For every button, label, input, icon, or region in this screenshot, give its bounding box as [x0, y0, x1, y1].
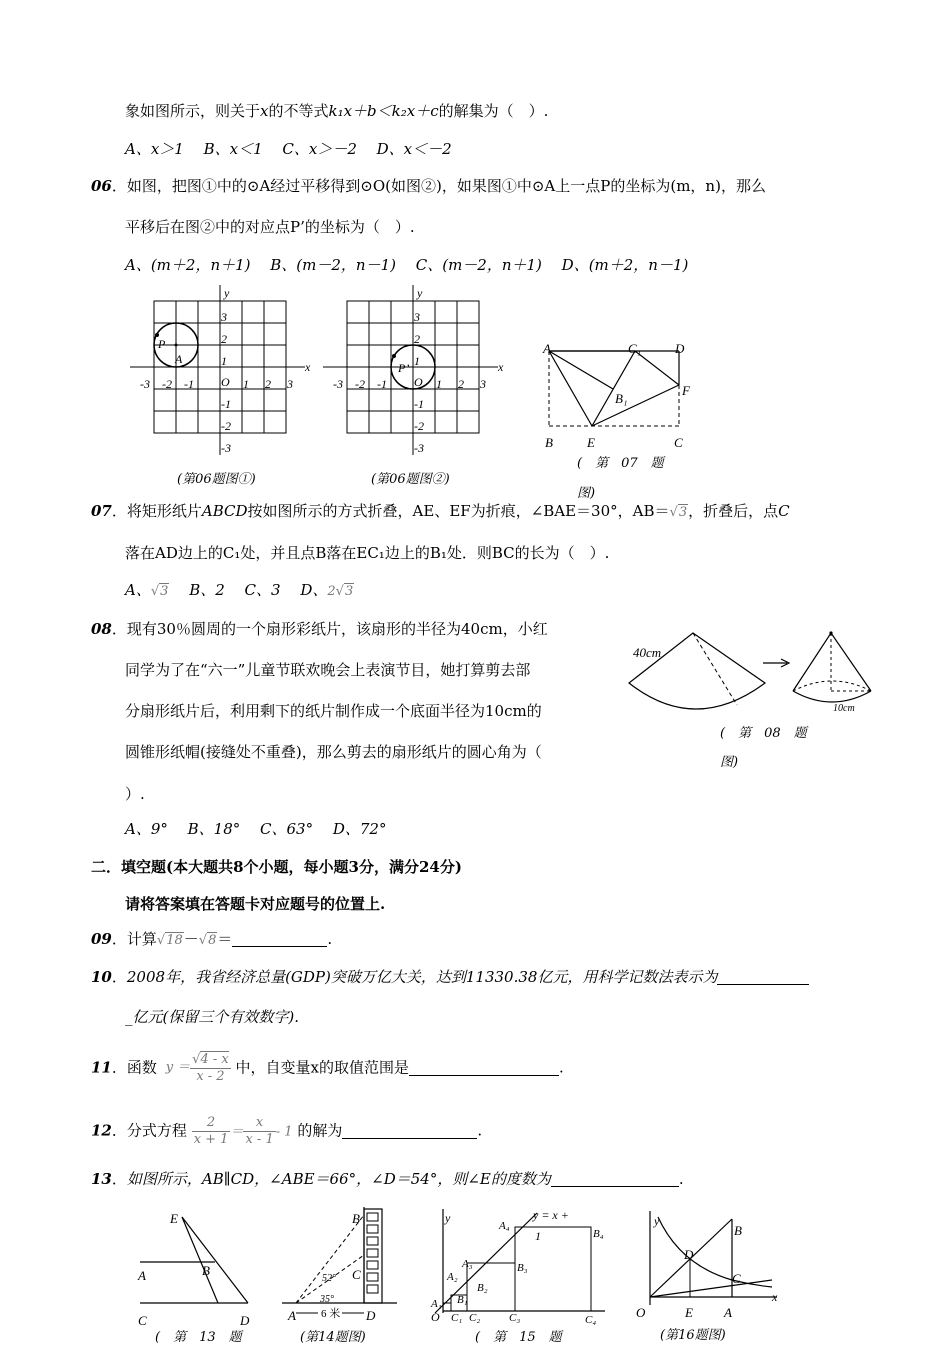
fig06-2-xtick: 2: [458, 377, 464, 391]
fig15-b4: B₄: [593, 1228, 604, 1240]
q05-text-post: 的解集为（ ）.: [438, 102, 549, 120]
fig06-1-xtick: 1: [243, 377, 249, 391]
fig06-2-xtick: 3: [480, 377, 486, 391]
q08-line5: ）.: [125, 785, 145, 803]
fig15-a2: A₂: [447, 1271, 458, 1283]
fig14-angle-52: 52°: [322, 1273, 336, 1284]
q09-number: 09: [91, 930, 112, 948]
fig06-1-xtick: -2: [162, 377, 172, 391]
fig15-equation: y = x +: [533, 1208, 569, 1222]
q12-frac2: $\frac{x}{x - 1}$: [245, 1115, 274, 1147]
q06-line2: 平移后在图②中的对应点P’的坐标为（ ）.: [125, 218, 415, 236]
fig06-2-xtick: 1: [436, 377, 442, 391]
fig13-label-e: E: [170, 1211, 178, 1226]
fig07-fold: [535, 335, 705, 455]
q07-abcd: ABCD: [201, 502, 248, 520]
fig08-sector-cone: [625, 625, 885, 720]
q08-number: 08: [91, 620, 112, 638]
q11-formula: y ＝ $\frac{√4 - x}{x - 2}$: [165, 1052, 229, 1084]
fig06-1-grid: [125, 280, 315, 460]
q08-options: A、9° B、18° C、63° D、72°: [125, 820, 387, 838]
q06-line1: 06．如图，把图①中的⊙A经过平移得到⊙O(如图②)，如果图①中⊙A上一点P的坐标为(m，n)，那么: [91, 177, 766, 195]
fig15-a4: A₄: [499, 1220, 510, 1232]
fig07-label-e: E: [587, 435, 595, 450]
q07-text-post: ，折叠后，点: [688, 502, 779, 520]
q05-inequality: k₁x＋b＜k₂x＋c: [328, 102, 439, 120]
q05-options: A、x＞1 B、x＜1 C、x＞－2 D、x＜－2: [125, 140, 452, 158]
fig16-label-b: B: [734, 1223, 742, 1238]
fig06-2-ytick: -2: [414, 419, 424, 433]
q11-number: 11: [91, 1058, 112, 1077]
q13: 13．如图所示，AB∥CD，∠ABE＝66°，∠D＝54°，则∠E的度数为 .: [91, 1170, 684, 1188]
fig15-a3: A₃: [462, 1258, 473, 1270]
fig06-2-ytick: 3: [414, 310, 420, 324]
q13-answer-blank[interactable]: [551, 1170, 679, 1187]
section2-title: 二．填空题: [91, 858, 167, 876]
fig13-caption: ( 第 13 题: [155, 1330, 242, 1345]
q08-text-1: 现有30％圆周的一个扇形彩纸片，该扇形的半径为40cm，小红: [126, 620, 548, 638]
q07-options: [125, 579, 354, 603]
fig06-1-caption: (第06题图①): [177, 472, 256, 487]
fig08-caption-2: 图): [720, 755, 739, 770]
fig06-1-p-label: P: [158, 337, 166, 351]
fig13-label-b: B: [202, 1263, 210, 1278]
section2-detail: (本大题共8个小题，每小题3分，满分24分): [166, 858, 462, 876]
fig13-label-a: A: [138, 1268, 146, 1283]
q09-answer-blank[interactable]: [232, 930, 327, 947]
fig16-caption: (第16题图): [660, 1328, 726, 1343]
fig16-x-label: x: [772, 1290, 778, 1304]
fig07-label-c: C: [674, 435, 683, 450]
fig07-caption-1: ( 第 07 题: [577, 456, 664, 471]
fig15-y-label: y: [445, 1211, 451, 1225]
q11-answer-blank[interactable]: [409, 1059, 559, 1076]
q07-opt-a: A、: [125, 581, 151, 599]
fig07-label-c1: C₁: [628, 341, 642, 356]
q12: 12．分式方程 $\frac{2}{x + 1}$ ＝ $\frac{x}{x - 1}$ - 1 的解为 .: [91, 1115, 483, 1147]
fig06-1-ytick: -3: [221, 441, 231, 455]
q12-frac1: $\frac{2}{x + 1}$: [193, 1115, 229, 1147]
fig06-1-y-label: y: [224, 286, 230, 300]
fig06-1-xtick: 2: [265, 377, 271, 391]
fig14-angle-35: 35°: [320, 1294, 334, 1305]
fig15-a1: A₁: [431, 1298, 442, 1310]
q05-text-mid: 的不等式: [268, 102, 329, 120]
fig06-2-y-label: y: [417, 286, 423, 300]
fig13-parallel-lines: [130, 1205, 260, 1330]
fig06-1-origin: O: [221, 375, 230, 389]
fig15-staircase: [425, 1205, 610, 1327]
q12-text: 分式方程: [126, 1121, 187, 1140]
q10-answer-blank[interactable]: [717, 968, 809, 985]
fig07-label-a: A: [543, 341, 551, 356]
fig07-label-d: D: [675, 341, 685, 356]
fig14-label-c: C: [352, 1267, 361, 1282]
q05-continuation: [125, 100, 548, 122]
fig14-label-a: A: [288, 1308, 296, 1323]
point-p-prime-dot: [392, 354, 396, 358]
q09: 09．计算√18－√8＝ .: [91, 930, 333, 948]
q10-line2: _亿元(保留三个有效数字).: [125, 1008, 299, 1026]
fig06-2-p-prime-label: P’: [398, 361, 410, 375]
fig08-caption-1: ( 第 08 题: [720, 726, 807, 741]
fig16-hyperbola: [632, 1205, 782, 1327]
fig15-b2: B₂: [477, 1282, 488, 1294]
q11-text: 函数: [126, 1058, 157, 1077]
fig16-label-c: C: [732, 1271, 741, 1286]
fig08-radius-label: 40cm: [633, 645, 662, 660]
fig15-caption: ( 第 15 题: [475, 1330, 562, 1345]
section2-instruction: 请将答案填在答题卡对应题号的位置上.: [125, 895, 386, 913]
q07-opt-bcd: B、2 C、3 D、: [189, 581, 328, 599]
q13-text: 如图所示，AB∥CD，∠ABE＝66°，∠D＝54°，则∠E的度数为: [126, 1170, 551, 1188]
fig07-label-f: F: [682, 383, 690, 398]
q07-number: 07: [91, 502, 112, 520]
q12-number: 12: [91, 1121, 112, 1140]
q12-answer-blank[interactable]: [342, 1122, 477, 1139]
fig06-1-ytick: 3: [221, 310, 227, 324]
q08-line3: 分扇形纸片后，利用剩下的纸片制作成一个底面半径为10cm的: [125, 702, 542, 720]
section2-heading: [91, 856, 462, 878]
q13-number: 13: [91, 1170, 112, 1188]
q09-text: 计算: [126, 930, 157, 948]
fig06-1-ytick: 2: [221, 332, 227, 346]
fig06-2-ytick: 1: [414, 354, 420, 368]
fig06-1-ytick: 1: [221, 354, 227, 368]
fig06-2-caption: (第06题图②): [371, 472, 450, 487]
fig14-caption: (第14题图): [300, 1330, 366, 1345]
fig06-2-x-label: x: [498, 360, 504, 374]
q08-line2: 同学为了在“六一”儿童节联欢晚会上表演节目，她打算剪去部: [125, 661, 531, 679]
fig16-label-e: E: [685, 1305, 693, 1320]
fig06-1-xtick: -1: [184, 377, 194, 391]
q09-sqrt18: √18: [156, 933, 183, 948]
q07-opt-a-sqrt: √3: [150, 584, 169, 599]
fig15-c1: C₁: [451, 1312, 463, 1324]
fig15-c4: C₄: [585, 1314, 597, 1326]
center-a-dot: [175, 344, 178, 347]
fig15-c3: C₃: [509, 1312, 521, 1324]
fig07-label-b: B: [545, 435, 553, 450]
fig06-1-ytick: -2: [221, 419, 231, 433]
q08-line4: 圆锥形纸帽(接缝处不重叠)，那么剪去的扇形纸片的圆心角为（: [125, 743, 542, 761]
fig06-2-ytick: 2: [414, 332, 420, 346]
fig16-label-d: D: [684, 1247, 694, 1262]
fig06-1-a-label: A: [175, 352, 183, 366]
fig15-c2: C₂: [469, 1312, 481, 1324]
fig15-b1: B₁: [457, 1294, 468, 1306]
q07-c: C: [778, 502, 790, 520]
q07-text-mid: 按如图所示的方式折叠，AE、EF为折痕，∠BAE＝30°，AB＝: [247, 502, 670, 520]
q07-opt-d-val: 2√3: [327, 584, 354, 599]
q10-line1: 10．2008年，我省经济总量(GDP)突破万亿大关，达到11330.38亿元，用科学记数法表示为: [91, 966, 809, 988]
q05-var: x: [260, 102, 269, 120]
fig06-1-x-label: x: [305, 360, 311, 374]
fig06-1-xtick: 3: [287, 377, 293, 391]
fig06-2-grid: [318, 280, 508, 460]
fig06-2-xtick: -1: [377, 377, 387, 391]
q05-text-pre: 象如图所示，则关于: [125, 102, 261, 120]
fig06-1-xtick: -3: [140, 377, 150, 391]
q07-line2: 落在AD边上的C₁处，并且点B落在EC₁边上的B₁处．则BC的长为（ ）.: [125, 544, 610, 562]
fig14-building: [282, 1205, 402, 1325]
q07-sqrt3-val: 3: [678, 505, 688, 520]
q07-sqrt3: √3: [669, 505, 688, 520]
fig06-2-ytick: -1: [414, 397, 424, 411]
fig16-label-a: A: [724, 1305, 732, 1320]
fig15-b3: B₃: [517, 1262, 528, 1274]
q06-number: 06: [91, 177, 112, 195]
fig16-y-label: y: [654, 1214, 660, 1228]
fig15-origin: O: [431, 1310, 440, 1324]
fig06-2-origin: O: [414, 375, 423, 389]
q07-line1: 07．将矩形纸片ABCD按如图所示的方式折叠，AE、EF为折痕，∠BAE＝30°，AB＝√3，折叠后，点C: [91, 502, 790, 520]
fig13-label-c: C: [138, 1313, 147, 1328]
fig06-2-xtick: -3: [333, 377, 343, 391]
q10-text: 2008年，我省经济总量(GDP)突破万亿大关，达到11330.38亿元，用科学记数法表示为: [126, 968, 718, 986]
fig15-equation-2: 1: [535, 1229, 541, 1243]
fig07-caption-2: 图): [577, 486, 596, 501]
fig06-2-xtick: -2: [355, 377, 365, 391]
fig16-origin: O: [636, 1305, 646, 1320]
fig13-label-d: D: [240, 1313, 250, 1328]
fig07-label-b1: B₁: [615, 391, 628, 406]
q08-line1: 08．现有30％圆周的一个扇形彩纸片，该扇形的半径为40cm，小红: [91, 620, 548, 638]
fig14-label-b: B: [352, 1211, 360, 1226]
q11: 11．函数 y ＝ $\frac{√4 - x}{x - 2}$ 中，自变量x的取值范围是 .: [91, 1052, 564, 1084]
q10-number: 10: [91, 968, 112, 986]
fig06-2-ytick: -3: [414, 441, 424, 455]
fig06-1-ytick: -1: [221, 397, 231, 411]
q06-options: A、(m＋2，n＋1) B、(m－2，n－1) C、(m－2，n＋1) D、(m＋2，n－1): [125, 256, 689, 274]
q07-text-pre: 将矩形纸片: [126, 502, 202, 520]
fig14-label-d: D: [366, 1308, 376, 1323]
fig08-base-label: 10cm: [833, 703, 855, 714]
fig14-length: 6 米: [321, 1308, 341, 1320]
q09-sqrt8: √8: [198, 933, 217, 948]
q06-text: 如图，把图①中的⊙A经过平移得到⊙O(如图②)，如果图①中⊙A上一点P的坐标为(m，n)，那么: [126, 177, 766, 195]
